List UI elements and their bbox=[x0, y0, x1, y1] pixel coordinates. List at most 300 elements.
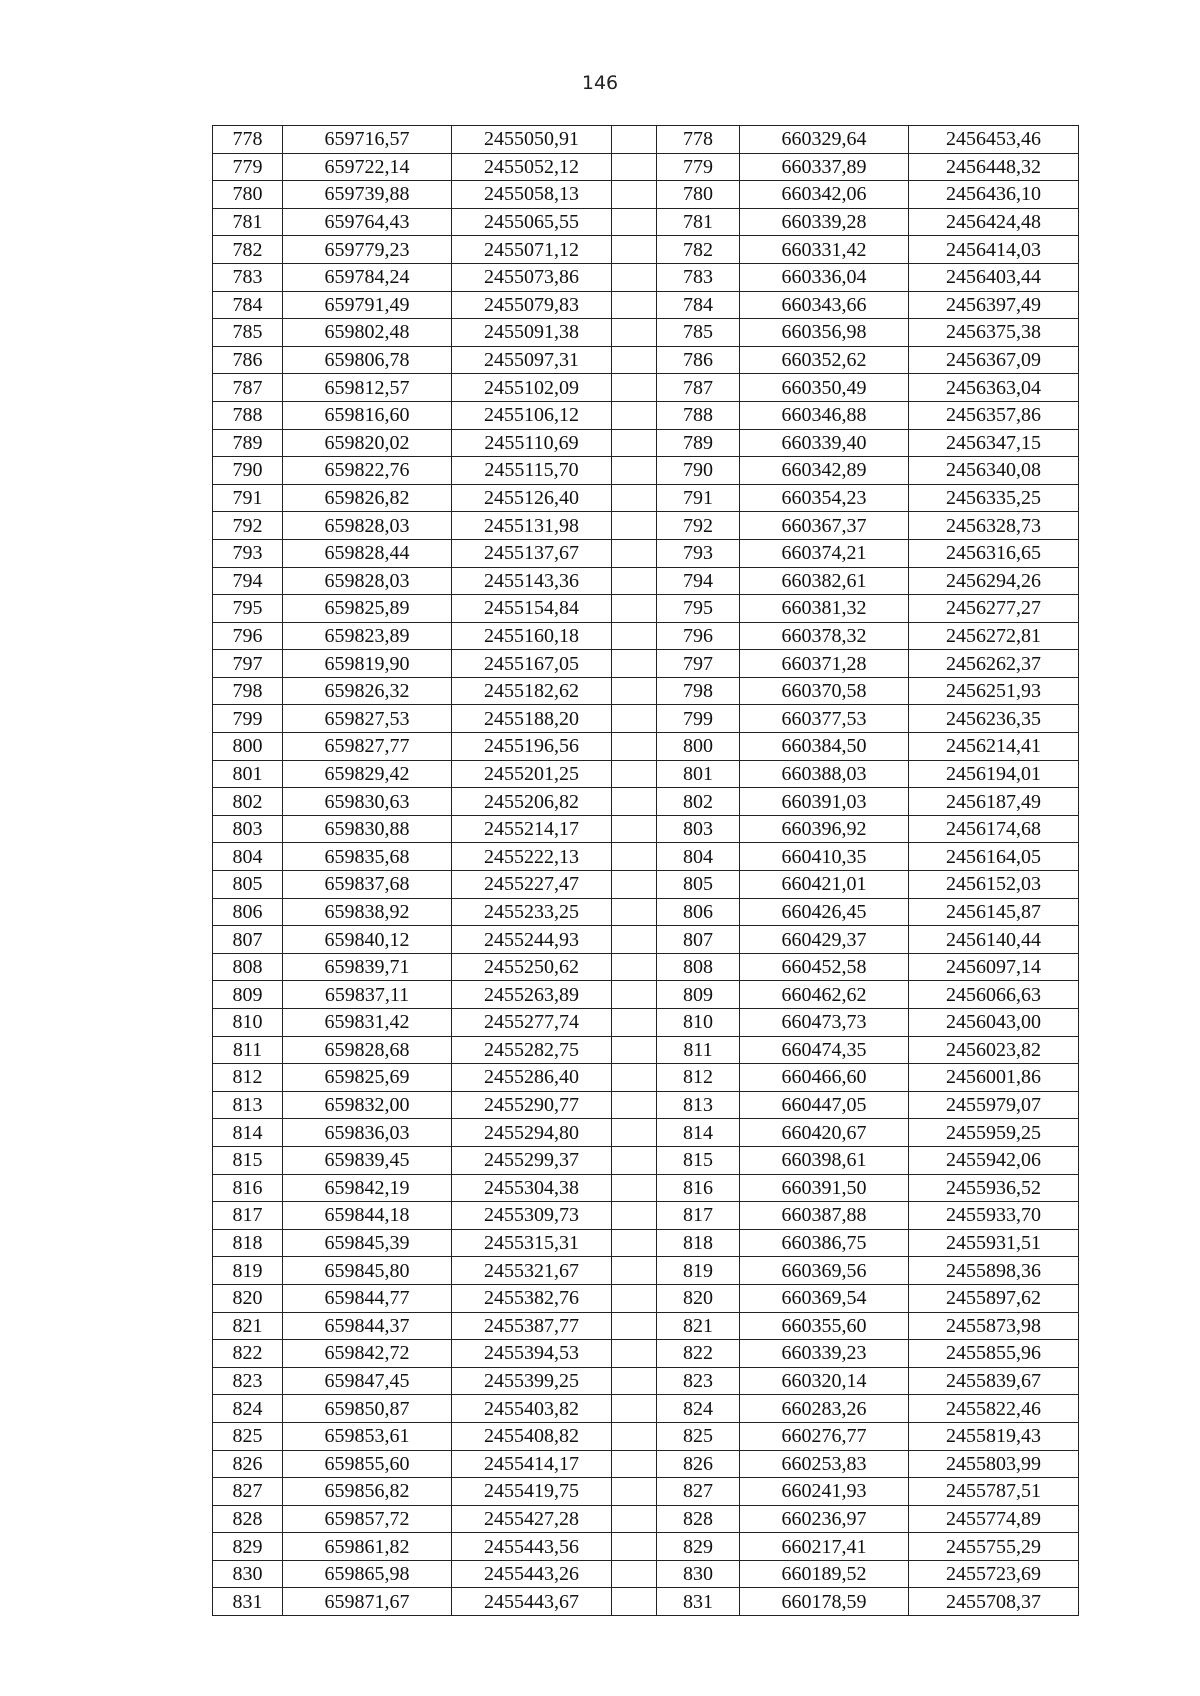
point-number-cell: 799 bbox=[657, 705, 740, 733]
point-number-cell: 793 bbox=[657, 539, 740, 567]
point-number-cell: 807 bbox=[657, 926, 740, 954]
spacer-cell bbox=[612, 650, 657, 678]
table-row bbox=[213, 1533, 1079, 1561]
table-row bbox=[213, 512, 1079, 540]
point-number-cell: 802 bbox=[213, 788, 283, 816]
point-number-cell: 784 bbox=[657, 291, 740, 319]
y-coordinate-cell: 2455399,25 bbox=[452, 1367, 612, 1395]
spacer-cell bbox=[612, 705, 657, 733]
y-coordinate-cell: 2456436,10 bbox=[909, 181, 1079, 209]
y-coordinate-cell: 2456424,48 bbox=[909, 208, 1079, 236]
point-number-cell: 830 bbox=[657, 1560, 740, 1588]
y-coordinate-cell: 2456277,27 bbox=[909, 595, 1079, 623]
x-coordinate-cell: 659853,61 bbox=[283, 1422, 452, 1450]
y-coordinate-cell: 2455708,37 bbox=[909, 1588, 1079, 1616]
table-row bbox=[213, 705, 1079, 733]
x-coordinate-cell: 659716,57 bbox=[283, 126, 452, 154]
y-coordinate-cell: 2456328,73 bbox=[909, 512, 1079, 540]
y-coordinate-cell: 2455263,89 bbox=[452, 981, 612, 1009]
point-number-cell: 798 bbox=[657, 677, 740, 705]
y-coordinate-cell: 2455050,91 bbox=[452, 126, 612, 154]
spacer-cell bbox=[612, 1367, 657, 1395]
spacer-cell bbox=[612, 484, 657, 512]
point-number-cell: 824 bbox=[657, 1395, 740, 1423]
y-coordinate-cell: 2455855,96 bbox=[909, 1340, 1079, 1368]
point-number-cell: 818 bbox=[213, 1229, 283, 1257]
point-number-cell: 812 bbox=[213, 1064, 283, 1092]
y-coordinate-cell: 2456262,37 bbox=[909, 650, 1079, 678]
x-coordinate-cell: 660396,92 bbox=[740, 815, 909, 843]
table-row bbox=[213, 650, 1079, 678]
point-number-cell: 789 bbox=[657, 429, 740, 457]
spacer-cell bbox=[612, 677, 657, 705]
y-coordinate-cell: 2455244,93 bbox=[452, 926, 612, 954]
y-coordinate-cell: 2456152,03 bbox=[909, 871, 1079, 899]
table-row bbox=[213, 1119, 1079, 1147]
point-number-cell: 821 bbox=[213, 1312, 283, 1340]
y-coordinate-cell: 2456214,41 bbox=[909, 733, 1079, 761]
x-coordinate-cell: 660343,66 bbox=[740, 291, 909, 319]
point-number-cell: 824 bbox=[213, 1395, 283, 1423]
y-coordinate-cell: 2455309,73 bbox=[452, 1202, 612, 1230]
y-coordinate-cell: 2455073,86 bbox=[452, 263, 612, 291]
spacer-cell bbox=[612, 319, 657, 347]
x-coordinate-cell: 659828,44 bbox=[283, 539, 452, 567]
point-number-cell: 823 bbox=[657, 1367, 740, 1395]
table-row bbox=[213, 346, 1079, 374]
x-coordinate-cell: 660421,01 bbox=[740, 871, 909, 899]
y-coordinate-cell: 2456363,04 bbox=[909, 374, 1079, 402]
y-coordinate-cell: 2456367,09 bbox=[909, 346, 1079, 374]
y-coordinate-cell: 2456335,25 bbox=[909, 484, 1079, 512]
y-coordinate-cell: 2455233,25 bbox=[452, 898, 612, 926]
x-coordinate-cell: 659838,92 bbox=[283, 898, 452, 926]
x-coordinate-cell: 659722,14 bbox=[283, 153, 452, 181]
point-number-cell: 820 bbox=[657, 1284, 740, 1312]
point-number-cell: 806 bbox=[657, 898, 740, 926]
y-coordinate-cell: 2456294,26 bbox=[909, 567, 1079, 595]
y-coordinate-cell: 2455222,13 bbox=[452, 843, 612, 871]
x-coordinate-cell: 660391,03 bbox=[740, 788, 909, 816]
table-row bbox=[213, 1284, 1079, 1312]
point-number-cell: 808 bbox=[213, 953, 283, 981]
point-number-cell: 792 bbox=[213, 512, 283, 540]
table-row bbox=[213, 153, 1079, 181]
x-coordinate-cell: 659855,60 bbox=[283, 1450, 452, 1478]
x-coordinate-cell: 659784,24 bbox=[283, 263, 452, 291]
y-coordinate-cell: 2455091,38 bbox=[452, 319, 612, 347]
x-coordinate-cell: 660355,60 bbox=[740, 1312, 909, 1340]
table-row bbox=[213, 733, 1079, 761]
table-row bbox=[213, 1505, 1079, 1533]
point-number-cell: 795 bbox=[213, 595, 283, 623]
table-row bbox=[213, 953, 1079, 981]
spacer-cell bbox=[612, 346, 657, 374]
point-number-cell: 820 bbox=[213, 1284, 283, 1312]
spacer-cell bbox=[612, 1284, 657, 1312]
point-number-cell: 826 bbox=[213, 1450, 283, 1478]
point-number-cell: 793 bbox=[213, 539, 283, 567]
point-number-cell: 813 bbox=[657, 1091, 740, 1119]
spacer-cell bbox=[612, 953, 657, 981]
x-coordinate-cell: 659837,11 bbox=[283, 981, 452, 1009]
x-coordinate-cell: 660320,14 bbox=[740, 1367, 909, 1395]
point-number-cell: 808 bbox=[657, 953, 740, 981]
x-coordinate-cell: 660377,53 bbox=[740, 705, 909, 733]
y-coordinate-cell: 2455079,83 bbox=[452, 291, 612, 319]
point-number-cell: 821 bbox=[657, 1312, 740, 1340]
x-coordinate-cell: 659830,88 bbox=[283, 815, 452, 843]
x-coordinate-cell: 660387,88 bbox=[740, 1202, 909, 1230]
table-row bbox=[213, 374, 1079, 402]
y-coordinate-cell: 2456357,86 bbox=[909, 401, 1079, 429]
y-coordinate-cell: 2455137,67 bbox=[452, 539, 612, 567]
y-coordinate-cell: 2455167,05 bbox=[452, 650, 612, 678]
coordinates-table-body bbox=[213, 126, 1079, 1616]
x-coordinate-cell: 660378,32 bbox=[740, 622, 909, 650]
spacer-cell bbox=[612, 1340, 657, 1368]
x-coordinate-cell: 660429,37 bbox=[740, 926, 909, 954]
point-number-cell: 828 bbox=[213, 1505, 283, 1533]
spacer-cell bbox=[612, 374, 657, 402]
y-coordinate-cell: 2456140,44 bbox=[909, 926, 1079, 954]
point-number-cell: 803 bbox=[657, 815, 740, 843]
x-coordinate-cell: 659816,60 bbox=[283, 401, 452, 429]
point-number-cell: 795 bbox=[657, 595, 740, 623]
table-row bbox=[213, 677, 1079, 705]
y-coordinate-cell: 2455979,07 bbox=[909, 1091, 1079, 1119]
y-coordinate-cell: 2456043,00 bbox=[909, 1009, 1079, 1037]
y-coordinate-cell: 2455873,98 bbox=[909, 1312, 1079, 1340]
point-number-cell: 829 bbox=[657, 1533, 740, 1561]
point-number-cell: 804 bbox=[213, 843, 283, 871]
x-coordinate-cell: 659764,43 bbox=[283, 208, 452, 236]
point-number-cell: 806 bbox=[213, 898, 283, 926]
y-coordinate-cell: 2456453,46 bbox=[909, 126, 1079, 154]
spacer-cell bbox=[612, 1478, 657, 1506]
spacer-cell bbox=[612, 1257, 657, 1285]
point-number-cell: 798 bbox=[213, 677, 283, 705]
x-coordinate-cell: 660189,52 bbox=[740, 1560, 909, 1588]
x-coordinate-cell: 659825,69 bbox=[283, 1064, 452, 1092]
y-coordinate-cell: 2455443,26 bbox=[452, 1560, 612, 1588]
x-coordinate-cell: 659847,45 bbox=[283, 1367, 452, 1395]
point-number-cell: 791 bbox=[213, 484, 283, 512]
spacer-cell bbox=[612, 263, 657, 291]
y-coordinate-cell: 2455143,36 bbox=[452, 567, 612, 595]
y-coordinate-cell: 2456375,38 bbox=[909, 319, 1079, 347]
y-coordinate-cell: 2455787,51 bbox=[909, 1478, 1079, 1506]
point-number-cell: 780 bbox=[213, 181, 283, 209]
y-coordinate-cell: 2455196,56 bbox=[452, 733, 612, 761]
x-coordinate-cell: 660217,41 bbox=[740, 1533, 909, 1561]
y-coordinate-cell: 2455382,76 bbox=[452, 1284, 612, 1312]
point-number-cell: 812 bbox=[657, 1064, 740, 1092]
y-coordinate-cell: 2456187,49 bbox=[909, 788, 1079, 816]
x-coordinate-cell: 659827,53 bbox=[283, 705, 452, 733]
y-coordinate-cell: 2455206,82 bbox=[452, 788, 612, 816]
y-coordinate-cell: 2455755,29 bbox=[909, 1533, 1079, 1561]
y-coordinate-cell: 2455115,70 bbox=[452, 457, 612, 485]
point-number-cell: 814 bbox=[213, 1119, 283, 1147]
x-coordinate-cell: 660236,97 bbox=[740, 1505, 909, 1533]
y-coordinate-cell: 2455188,20 bbox=[452, 705, 612, 733]
table-row bbox=[213, 208, 1079, 236]
x-coordinate-cell: 660342,89 bbox=[740, 457, 909, 485]
point-number-cell: 794 bbox=[213, 567, 283, 595]
table-row bbox=[213, 181, 1079, 209]
y-coordinate-cell: 2455097,31 bbox=[452, 346, 612, 374]
table-row bbox=[213, 236, 1079, 264]
x-coordinate-cell: 659857,72 bbox=[283, 1505, 452, 1533]
x-coordinate-cell: 659779,23 bbox=[283, 236, 452, 264]
x-coordinate-cell: 659837,68 bbox=[283, 871, 452, 899]
x-coordinate-cell: 660337,89 bbox=[740, 153, 909, 181]
y-coordinate-cell: 2456347,15 bbox=[909, 429, 1079, 457]
x-coordinate-cell: 659856,82 bbox=[283, 1478, 452, 1506]
point-number-cell: 796 bbox=[213, 622, 283, 650]
x-coordinate-cell: 659844,18 bbox=[283, 1202, 452, 1230]
point-number-cell: 827 bbox=[213, 1478, 283, 1506]
table-row bbox=[213, 1064, 1079, 1092]
spacer-cell bbox=[612, 153, 657, 181]
point-number-cell: 788 bbox=[213, 401, 283, 429]
x-coordinate-cell: 659823,89 bbox=[283, 622, 452, 650]
point-number-cell: 796 bbox=[657, 622, 740, 650]
table-row bbox=[213, 429, 1079, 457]
spacer-cell bbox=[612, 208, 657, 236]
point-number-cell: 802 bbox=[657, 788, 740, 816]
y-coordinate-cell: 2455959,25 bbox=[909, 1119, 1079, 1147]
point-number-cell: 783 bbox=[213, 263, 283, 291]
point-number-cell: 785 bbox=[657, 319, 740, 347]
x-coordinate-cell: 660342,06 bbox=[740, 181, 909, 209]
y-coordinate-cell: 2456145,87 bbox=[909, 898, 1079, 926]
y-coordinate-cell: 2455126,40 bbox=[452, 484, 612, 512]
point-number-cell: 817 bbox=[657, 1202, 740, 1230]
point-number-cell: 825 bbox=[657, 1422, 740, 1450]
point-number-cell: 829 bbox=[213, 1533, 283, 1561]
y-coordinate-cell: 2455299,37 bbox=[452, 1146, 612, 1174]
x-coordinate-cell: 659842,72 bbox=[283, 1340, 452, 1368]
table-row bbox=[213, 1036, 1079, 1064]
y-coordinate-cell: 2455277,74 bbox=[452, 1009, 612, 1037]
spacer-cell bbox=[612, 126, 657, 154]
point-number-cell: 817 bbox=[213, 1202, 283, 1230]
y-coordinate-cell: 2456272,81 bbox=[909, 622, 1079, 650]
spacer-cell bbox=[612, 788, 657, 816]
spacer-cell bbox=[612, 981, 657, 1009]
table-row bbox=[213, 1091, 1079, 1119]
point-number-cell: 781 bbox=[657, 208, 740, 236]
x-coordinate-cell: 660384,50 bbox=[740, 733, 909, 761]
x-coordinate-cell: 659812,57 bbox=[283, 374, 452, 402]
y-coordinate-cell: 2455065,55 bbox=[452, 208, 612, 236]
x-coordinate-cell: 659802,48 bbox=[283, 319, 452, 347]
x-coordinate-cell: 659842,19 bbox=[283, 1174, 452, 1202]
x-coordinate-cell: 660474,35 bbox=[740, 1036, 909, 1064]
table-row bbox=[213, 595, 1079, 623]
y-coordinate-cell: 2456023,82 bbox=[909, 1036, 1079, 1064]
y-coordinate-cell: 2455774,89 bbox=[909, 1505, 1079, 1533]
table-row bbox=[213, 1312, 1079, 1340]
spacer-cell bbox=[612, 429, 657, 457]
table-row bbox=[213, 1478, 1079, 1506]
spacer-cell bbox=[612, 181, 657, 209]
point-number-cell: 786 bbox=[657, 346, 740, 374]
y-coordinate-cell: 2455942,06 bbox=[909, 1146, 1079, 1174]
y-coordinate-cell: 2456251,93 bbox=[909, 677, 1079, 705]
point-number-cell: 779 bbox=[213, 153, 283, 181]
x-coordinate-cell: 660356,98 bbox=[740, 319, 909, 347]
point-number-cell: 785 bbox=[213, 319, 283, 347]
page-number: 146 bbox=[581, 72, 619, 94]
point-number-cell: 811 bbox=[213, 1036, 283, 1064]
y-coordinate-cell: 2455110,69 bbox=[452, 429, 612, 457]
spacer-cell bbox=[612, 898, 657, 926]
table-row bbox=[213, 291, 1079, 319]
y-coordinate-cell: 2455414,17 bbox=[452, 1450, 612, 1478]
x-coordinate-cell: 659865,98 bbox=[283, 1560, 452, 1588]
spacer-cell bbox=[612, 595, 657, 623]
point-number-cell: 810 bbox=[213, 1009, 283, 1037]
x-coordinate-cell: 659845,80 bbox=[283, 1257, 452, 1285]
x-coordinate-cell: 660346,88 bbox=[740, 401, 909, 429]
table-row bbox=[213, 457, 1079, 485]
x-coordinate-cell: 659845,39 bbox=[283, 1229, 452, 1257]
spacer-cell bbox=[612, 1560, 657, 1588]
point-number-cell: 801 bbox=[213, 760, 283, 788]
y-coordinate-cell: 2455131,98 bbox=[452, 512, 612, 540]
y-coordinate-cell: 2455294,80 bbox=[452, 1119, 612, 1147]
point-number-cell: 797 bbox=[657, 650, 740, 678]
x-coordinate-cell: 660381,32 bbox=[740, 595, 909, 623]
y-coordinate-cell: 2456001,86 bbox=[909, 1064, 1079, 1092]
point-number-cell: 801 bbox=[657, 760, 740, 788]
x-coordinate-cell: 659827,77 bbox=[283, 733, 452, 761]
x-coordinate-cell: 660253,83 bbox=[740, 1450, 909, 1478]
point-number-cell: 790 bbox=[657, 457, 740, 485]
x-coordinate-cell: 660331,42 bbox=[740, 236, 909, 264]
x-coordinate-cell: 659806,78 bbox=[283, 346, 452, 374]
y-coordinate-cell: 2456340,08 bbox=[909, 457, 1079, 485]
y-coordinate-cell: 2455408,82 bbox=[452, 1422, 612, 1450]
x-coordinate-cell: 660410,35 bbox=[740, 843, 909, 871]
spacer-cell bbox=[612, 539, 657, 567]
y-coordinate-cell: 2455443,67 bbox=[452, 1588, 612, 1616]
point-number-cell: 778 bbox=[657, 126, 740, 154]
spacer-cell bbox=[612, 1091, 657, 1119]
x-coordinate-cell: 660426,45 bbox=[740, 898, 909, 926]
x-coordinate-cell: 660398,61 bbox=[740, 1146, 909, 1174]
table-row bbox=[213, 760, 1079, 788]
x-coordinate-cell: 659839,71 bbox=[283, 953, 452, 981]
y-coordinate-cell: 2455227,47 bbox=[452, 871, 612, 899]
y-coordinate-cell: 2455819,43 bbox=[909, 1422, 1079, 1450]
spacer-cell bbox=[612, 512, 657, 540]
spacer-cell bbox=[612, 1202, 657, 1230]
spacer-cell bbox=[612, 926, 657, 954]
y-coordinate-cell: 2456066,63 bbox=[909, 981, 1079, 1009]
x-coordinate-cell: 660370,58 bbox=[740, 677, 909, 705]
y-coordinate-cell: 2455898,36 bbox=[909, 1257, 1079, 1285]
x-coordinate-cell: 659835,68 bbox=[283, 843, 452, 871]
point-number-cell: 804 bbox=[657, 843, 740, 871]
point-number-cell: 809 bbox=[213, 981, 283, 1009]
x-coordinate-cell: 659820,02 bbox=[283, 429, 452, 457]
x-coordinate-cell: 660466,60 bbox=[740, 1064, 909, 1092]
table-row bbox=[213, 1229, 1079, 1257]
y-coordinate-cell: 2456397,49 bbox=[909, 291, 1079, 319]
y-coordinate-cell: 2455071,12 bbox=[452, 236, 612, 264]
table-row bbox=[213, 815, 1079, 843]
point-number-cell: 819 bbox=[657, 1257, 740, 1285]
x-coordinate-cell: 659826,32 bbox=[283, 677, 452, 705]
spacer-cell bbox=[612, 567, 657, 595]
y-coordinate-cell: 2456316,65 bbox=[909, 539, 1079, 567]
y-coordinate-cell: 2455106,12 bbox=[452, 401, 612, 429]
table-row bbox=[213, 319, 1079, 347]
x-coordinate-cell: 660374,21 bbox=[740, 539, 909, 567]
spacer-cell bbox=[612, 733, 657, 761]
point-number-cell: 779 bbox=[657, 153, 740, 181]
y-coordinate-cell: 2455822,46 bbox=[909, 1395, 1079, 1423]
x-coordinate-cell: 660386,75 bbox=[740, 1229, 909, 1257]
table-row bbox=[213, 484, 1079, 512]
x-coordinate-cell: 659829,42 bbox=[283, 760, 452, 788]
y-coordinate-cell: 2455839,67 bbox=[909, 1367, 1079, 1395]
y-coordinate-cell: 2456174,68 bbox=[909, 815, 1079, 843]
point-number-cell: 783 bbox=[657, 263, 740, 291]
spacer-cell bbox=[612, 1036, 657, 1064]
point-number-cell: 811 bbox=[657, 1036, 740, 1064]
x-coordinate-cell: 660420,67 bbox=[740, 1119, 909, 1147]
x-coordinate-cell: 659828,68 bbox=[283, 1036, 452, 1064]
point-number-cell: 780 bbox=[657, 181, 740, 209]
y-coordinate-cell: 2455931,51 bbox=[909, 1229, 1079, 1257]
x-coordinate-cell: 660382,61 bbox=[740, 567, 909, 595]
table-row bbox=[213, 1560, 1079, 1588]
table-row bbox=[213, 126, 1079, 154]
x-coordinate-cell: 660350,49 bbox=[740, 374, 909, 402]
x-coordinate-cell: 659844,37 bbox=[283, 1312, 452, 1340]
spacer-cell bbox=[612, 1450, 657, 1478]
point-number-cell: 828 bbox=[657, 1505, 740, 1533]
y-coordinate-cell: 2455315,31 bbox=[452, 1229, 612, 1257]
table-row bbox=[213, 401, 1079, 429]
y-coordinate-cell: 2455427,28 bbox=[452, 1505, 612, 1533]
point-number-cell: 831 bbox=[657, 1588, 740, 1616]
x-coordinate-cell: 660329,64 bbox=[740, 126, 909, 154]
point-number-cell: 784 bbox=[213, 291, 283, 319]
y-coordinate-cell: 2455933,70 bbox=[909, 1202, 1079, 1230]
x-coordinate-cell: 660452,58 bbox=[740, 953, 909, 981]
table-row bbox=[213, 1202, 1079, 1230]
point-number-cell: 810 bbox=[657, 1009, 740, 1037]
x-coordinate-cell: 660178,59 bbox=[740, 1588, 909, 1616]
y-coordinate-cell: 2455058,13 bbox=[452, 181, 612, 209]
spacer-cell bbox=[612, 236, 657, 264]
point-number-cell: 778 bbox=[213, 126, 283, 154]
x-coordinate-cell: 660241,93 bbox=[740, 1478, 909, 1506]
x-coordinate-cell: 660369,56 bbox=[740, 1257, 909, 1285]
point-number-cell: 799 bbox=[213, 705, 283, 733]
spacer-cell bbox=[612, 291, 657, 319]
x-coordinate-cell: 660473,73 bbox=[740, 1009, 909, 1037]
table-row bbox=[213, 1146, 1079, 1174]
table-row bbox=[213, 926, 1079, 954]
x-coordinate-cell: 660369,54 bbox=[740, 1284, 909, 1312]
